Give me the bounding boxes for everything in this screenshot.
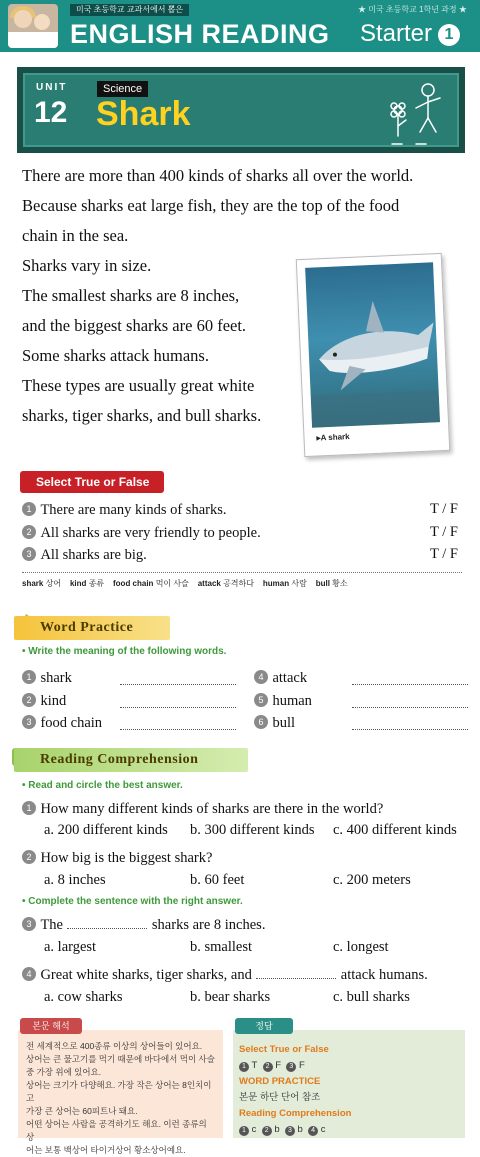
answer-value: F <box>275 1060 282 1071</box>
answer-num: 1 <box>239 1126 249 1136</box>
passage-line-3: chain in the sea. <box>22 226 129 245</box>
photo-caption: ▸A shark <box>316 432 350 443</box>
kids-photo <box>8 4 58 48</box>
tf-item-number: 2 <box>22 525 36 539</box>
tf-choice-2[interactable]: T / F <box>430 524 458 540</box>
vocab-list <box>22 578 348 589</box>
q1-option-a[interactable]: a. 200 different kinds <box>44 822 168 838</box>
word-text: bull <box>272 715 296 731</box>
translation-line: 상어는 큰 물고기를 먹기 때문에 바다에서 먹이 사슬 <box>26 1054 215 1064</box>
rc-question-2 <box>22 849 212 867</box>
vocab-ko: 먹이 사슬 <box>155 579 189 588</box>
passage-line-2: Because sharks eat large fish, they are the top of the food <box>22 196 400 215</box>
answer-value: F <box>298 1060 305 1071</box>
blank-line[interactable] <box>67 928 147 929</box>
q1-option-b[interactable]: b. 300 different kinds <box>190 822 315 838</box>
word-practice-instruction: • Write the meaning of the following words. <box>22 646 227 657</box>
q4-option-c[interactable]: c. bull sharks <box>333 989 410 1005</box>
tf-item-text: All sharks are big. <box>40 547 147 563</box>
q3-option-c[interactable]: c. longest <box>333 939 389 955</box>
tf-item-3 <box>22 546 147 564</box>
question-number: 2 <box>22 850 36 864</box>
word-item-2 <box>22 692 66 710</box>
q2-option-c[interactable]: c. 200 meters <box>333 872 411 888</box>
translation-line: 어떤 상어는 사람을 공격하기도 해요. 이런 종류의 상 <box>26 1119 207 1142</box>
translation-line: 상어는 크기가 다양해요. 가장 작은 상어는 8인치이고 <box>26 1080 212 1103</box>
question-pre: The <box>40 917 63 933</box>
answer-value: T <box>251 1060 258 1071</box>
answer-num: 2 <box>262 1126 272 1136</box>
tf-choice-1[interactable]: T / F <box>430 501 458 517</box>
subject-tag: Science <box>97 81 148 97</box>
word-text: human <box>272 693 312 709</box>
true-false-header: Select True or False <box>20 471 164 493</box>
starter-number: 1 <box>438 24 460 46</box>
vocab-ko: 공격하다 <box>223 579 254 588</box>
answer-tf-row <box>239 1058 459 1074</box>
answer-value: c <box>251 1124 257 1135</box>
tf-item-text: All sharks are very friendly to people. <box>40 525 261 541</box>
translation-line: 가장 큰 상어는 60피트나 돼요. <box>26 1106 138 1116</box>
word-item-4 <box>254 669 307 687</box>
word-text: shark <box>40 670 72 686</box>
answer-rc-row <box>239 1122 459 1138</box>
question-post: attack humans. <box>340 967 428 983</box>
word-item-3 <box>22 714 102 732</box>
answer-value: b <box>274 1124 280 1135</box>
grade-note: ★ 미국 초등학교 1학년 과정 ★ <box>358 5 467 14</box>
translation-line: 중 가장 위에 있어요. <box>26 1067 102 1077</box>
answer-num: 4 <box>308 1126 318 1136</box>
vocab-en: human <box>262 579 290 588</box>
rc-question-1 <box>22 800 383 818</box>
answer-line-1[interactable] <box>120 684 236 685</box>
answer-value: b <box>297 1124 303 1135</box>
starter-label: Starter <box>360 20 433 47</box>
tf-item-number: 1 <box>22 502 36 516</box>
word-number: 5 <box>254 693 268 707</box>
translation-box <box>18 1030 223 1155</box>
rc-instruction-1: • Read and circle the best answer. <box>22 780 183 791</box>
answer-box <box>233 1030 465 1138</box>
blank-line[interactable] <box>256 978 336 979</box>
word-item-1 <box>22 669 72 687</box>
answer-line-4[interactable] <box>352 684 468 685</box>
answer-wp-text: 본문 하단 단어 참조 <box>239 1092 321 1103</box>
chalk-doodle-icon <box>384 78 446 150</box>
translation-line: 어는 보통 백상어 타이거상어 황소상어예요. <box>26 1145 186 1155</box>
question-number: 3 <box>22 917 36 931</box>
passage-line-4: Sharks vary in size. <box>22 256 152 275</box>
word-number: 4 <box>254 670 268 684</box>
unit-label: UNIT <box>36 82 68 93</box>
unit-number: 12 <box>34 96 68 129</box>
q4-option-a[interactable]: a. cow sharks <box>44 989 123 1005</box>
passage-line-6: and the biggest sharks are 60 feet. <box>22 316 247 335</box>
vocab-ko: 황소 <box>332 579 348 588</box>
passage-line-9: sharks, tiger sharks, and bull sharks. <box>22 406 262 425</box>
word-text: kind <box>40 693 67 709</box>
passage-line-1: There are more than 400 kinds of sharks all over the world. <box>22 166 414 185</box>
question-number: 1 <box>22 801 36 815</box>
rc-instruction-2: • Complete the sentence with the right answer. <box>22 896 243 907</box>
top-note: 미국 초등학교 교과서에서 뽑은 <box>70 4 189 16</box>
question-text: How many different kinds of sharks are there in the world? <box>40 801 384 817</box>
word-item-6 <box>254 714 295 732</box>
tf-item-2 <box>22 524 261 542</box>
question-pre: Great white sharks, tiger sharks, and <box>40 967 252 983</box>
reading-comprehension-banner: Reading Comprehension <box>14 748 248 772</box>
vocab-ko: 사람 <box>291 579 307 588</box>
book-title: ENGLISH READING <box>70 19 330 49</box>
q2-option-a[interactable]: a. 8 inches <box>44 872 106 888</box>
word-number: 6 <box>254 715 268 729</box>
vocab-en: attack <box>197 579 221 588</box>
vocab-ko: 종류 <box>88 579 105 588</box>
word-text: food chain <box>40 715 103 731</box>
question-text: How big is the biggest shark? <box>40 850 213 866</box>
question-number: 4 <box>22 967 36 981</box>
q4-option-b[interactable]: b. bear sharks <box>190 989 271 1005</box>
translation-line: 전 세계적으로 400종류 이상의 상어들이 있어요. <box>26 1041 203 1051</box>
passage-line-8: These types are usually great white <box>22 376 255 395</box>
passage-line-7: Some sharks attack humans. <box>22 346 209 365</box>
answer-num: 3 <box>285 1126 295 1136</box>
vocab-en: shark <box>22 579 44 588</box>
q2-option-b[interactable]: b. 60 feet <box>190 872 245 888</box>
vocab-en: bull <box>315 579 330 588</box>
answer-wp-title: WORD PRACTICE <box>239 1076 321 1087</box>
unit-title: Shark <box>96 95 191 133</box>
answer-tf-title: Select True or False <box>239 1044 329 1055</box>
tf-item-1 <box>22 501 226 519</box>
tf-item-number: 3 <box>22 547 36 561</box>
answer-value: c <box>320 1124 326 1135</box>
vocab-en: food chain <box>113 579 154 588</box>
tf-choice-3[interactable]: T / F <box>430 546 458 562</box>
word-number: 3 <box>22 715 36 729</box>
shark-photo <box>296 253 450 457</box>
vocab-ko: 상어 <box>45 579 62 588</box>
rc-question-3 <box>22 916 265 934</box>
word-text: attack <box>272 670 308 686</box>
q1-option-c[interactable]: c. 400 different kinds <box>333 822 457 838</box>
vocab-en: kind <box>69 579 87 588</box>
answer-line-2[interactable] <box>120 707 236 708</box>
answer-num: 1 <box>239 1062 249 1072</box>
tf-item-text: There are many kinds of sharks. <box>40 502 227 518</box>
answer-rc-title: Reading Comprehension <box>239 1108 352 1119</box>
q3-option-b[interactable]: b. smallest <box>190 939 253 955</box>
answer-num: 3 <box>286 1062 296 1072</box>
answer-header: 정답 <box>235 1018 293 1034</box>
answer-num: 2 <box>263 1062 273 1072</box>
word-number: 1 <box>22 670 36 684</box>
passage-line-5: The smallest sharks are 8 inches, <box>22 286 240 305</box>
translation-header: 본문 해석 <box>20 1018 82 1034</box>
rc-question-4 <box>22 966 428 984</box>
question-post: sharks are 8 inches. <box>151 917 266 933</box>
answer-line-5[interactable] <box>352 707 468 708</box>
divider <box>22 572 462 573</box>
word-practice-banner: Word Practice <box>14 616 170 640</box>
word-number: 2 <box>22 693 36 707</box>
answer-line-6[interactable] <box>352 729 468 730</box>
answer-line-3[interactable] <box>120 729 236 730</box>
word-item-5 <box>254 692 312 710</box>
q3-option-a[interactable]: a. largest <box>44 939 97 955</box>
